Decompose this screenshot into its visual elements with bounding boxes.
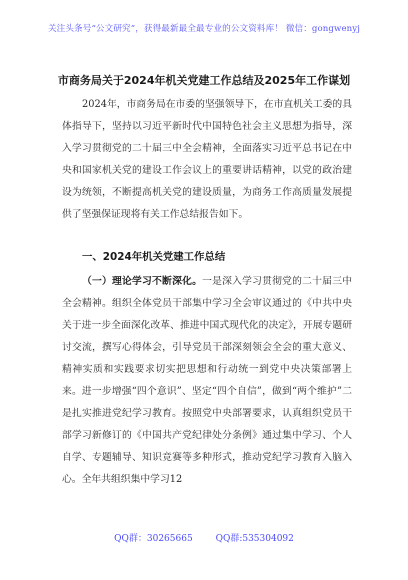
subsection-body-1: 一是深入学习贯彻党的二十届三中全会精神。组织全体党员干部集中学习全会审议通过的《中共中央关于进一步全面深化改革、推进中国式现代化的决定》，开展专题研讨交流，撰写心得体会，引导党员干部深刻领会全会的重大意义、精神实质和实践要求切实把思想和行动统一到党中央决策部署上来。进一步增强“四个意识”、坚定“四个自信”，做到“两个维护”二是扎实推进党纪学习教育。按照党中央部署要求，认真组织党员干部学习新修订的《中国共产党纪律处分条例》通过集中学习、个人自学、专题辅导、知识竞赛等多种形式，推动党纪学习教育入脑入心。全年共组织集中学习12 bbox=[62, 276, 352, 485]
footer-qq-group-2: QQ群:535304092 bbox=[215, 534, 294, 544]
subsection-heading-1: （一）理论学习不断深化。 bbox=[82, 276, 203, 287]
intro-paragraph: 2024年，市商务局在市委的坚强领导下，在市直机关工委的具体指导下，坚持以习近平新时代中国特色社会主义思想为指导，深入学习贯彻党的二十届三中全会精神，全面落实习近平总书记在中央和国家机关党的建设工作会议上的重要讲话精神，以党的政治建设为统领，不断提高机关党的建设质量，为商务工作高质量发展提供了坚强保证现将有关工作总结报告如下。 bbox=[62, 99, 352, 220]
subsection-paragraph-1 bbox=[62, 271, 352, 491]
header-promo-note: 关注头条号“公文研究”，获得最新最全最专业的公文资料库！ 微信：gongwenyj bbox=[47, 24, 361, 34]
document-title: 市商务局关于2024年机关党建工作总结及2025年工作谋划 bbox=[57, 74, 351, 87]
section-heading-1: 一、2024年机关党建工作总结 bbox=[82, 251, 226, 263]
footer-contact bbox=[0, 531, 408, 544]
footer-qq-group-1: QQ群：30265665 bbox=[114, 534, 193, 544]
